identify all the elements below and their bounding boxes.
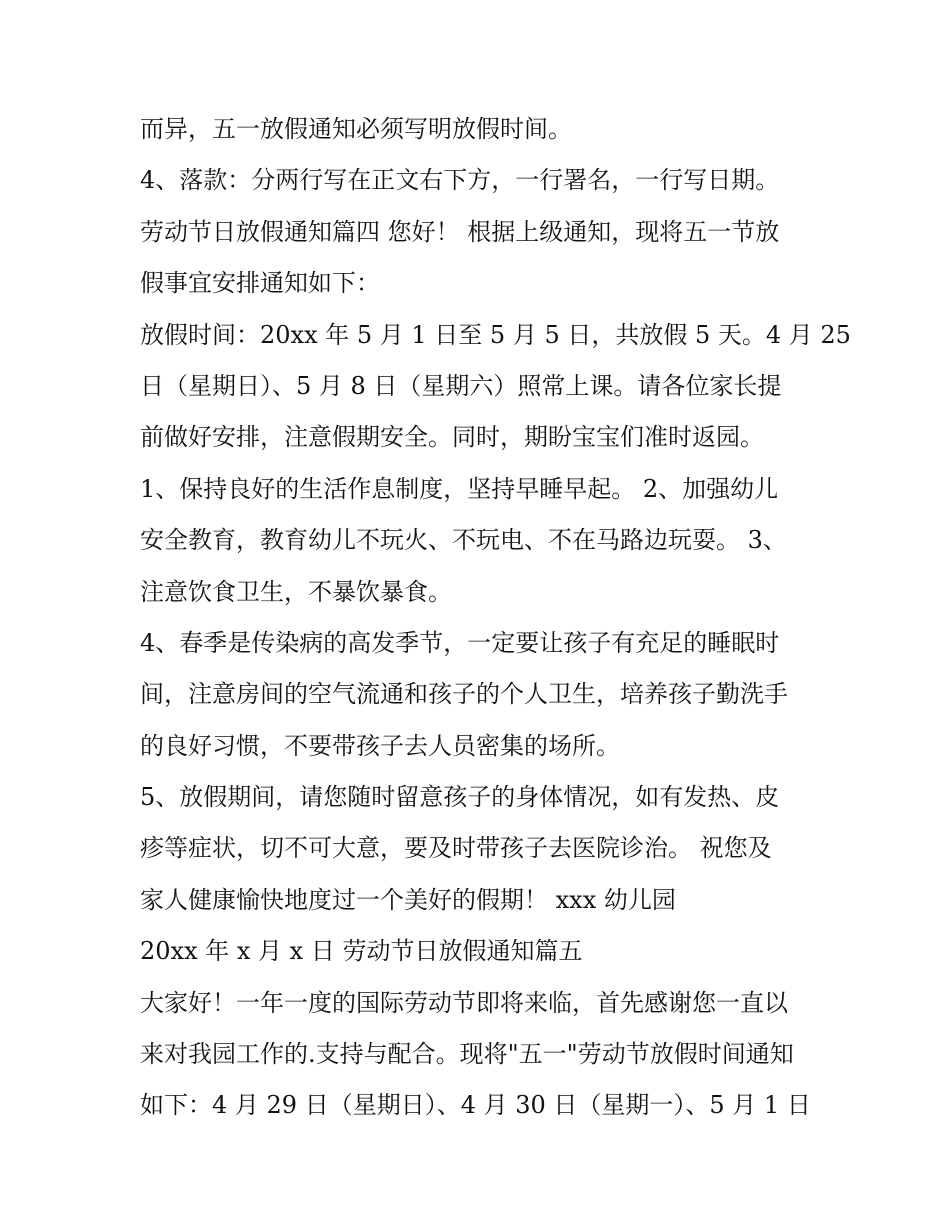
text-line-10: 注意饮食卫生，不暴饮暴食。 bbox=[140, 577, 452, 606]
text-line-13: 的良好习惯，不要带孩子去人员密集的场所。 bbox=[140, 731, 620, 760]
text-line-9: 安全教育，教育幼儿不玩火、不玩电、不在马路边玩耍。 3、 bbox=[140, 526, 787, 555]
text-line-16: 家人健康愉快地度过一个美好的假期！ xxx 幼儿园 bbox=[140, 885, 676, 914]
text-line-6: 日（星期日）、5 月 8 日（星期六）照常上课。请各位家长提 bbox=[140, 371, 782, 400]
text-line-17: 20xx 年 x 月 x 日 劳动节日放假通知篇五 bbox=[140, 937, 583, 966]
text-line-2: 4、落款：分两行写在正文右下方，一行署名，一行写日期。 bbox=[140, 166, 780, 195]
text-line-12: 间，注意房间的空气流通和孩子的个人卫生，培养孩子勤洗手 bbox=[140, 680, 788, 709]
text-line-11: 4、春季是传染病的高发季节，一定要让孩子有充足的睡眠时 bbox=[140, 628, 780, 657]
text-line-8: 1、保持良好的生活作息制度，坚持早睡早起。 2、加强幼儿 bbox=[140, 474, 779, 503]
document-body bbox=[140, 104, 851, 1132]
text-line-19: 来对我园工作的.支持与配合。现将"五一"劳动节放假时间通知 bbox=[140, 1040, 794, 1069]
text-line-14: 5、放假期间，请您随时留意孩子的身体情况，如有发热、皮 bbox=[140, 783, 780, 812]
text-line-4: 假事宜安排通知如下： bbox=[140, 269, 380, 298]
text-line-1: 而异，五一放假通知必须写明放假时间。 bbox=[140, 115, 572, 143]
text-line-3: 劳动节日放假通知篇四 您好！ 根据上级通知，现将五一节放 bbox=[140, 217, 780, 246]
text-line-20: 如下：4 月 29 日（星期日）、4 月 30 日（星期一）、5 月 1 日 bbox=[140, 1091, 811, 1120]
text-line-15: 疹等症状，切不可大意，要及时带孩子去医院诊治。 祝您及 bbox=[140, 834, 772, 863]
text-line-7: 前做好安排，注意假期安全。同时，期盼宝宝们准时返园。 bbox=[140, 423, 764, 452]
text-line-18: 大家好！一年一度的国际劳动节即将来临，首先感谢您一直以 bbox=[140, 988, 788, 1017]
text-line-5: 放假时间：20xx 年 5 月 1 日至 5 月 5 日，共放假 5 天。4 月 25 bbox=[140, 320, 851, 349]
